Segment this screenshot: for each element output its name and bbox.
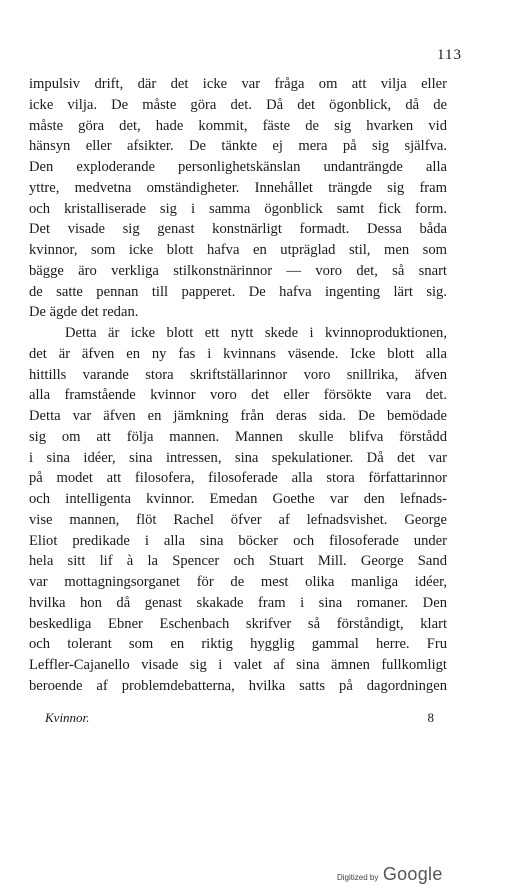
text-line: vise mannen, flöt Rachel öfver af lefnadsvishet. George: [29, 511, 447, 528]
text-line: icke vilja. De måste göra det. Då det ögonblick, då de: [29, 96, 447, 113]
text-line: kvinnor, som icke blott hafva en utpräglad stil, men som: [29, 242, 447, 258]
text-line: yttre, medvetna omständigheter. Innehållet trängde sig fram: [29, 179, 447, 196]
text-line: Den exploderande personlighetskänslan undanträngde alla: [29, 159, 447, 175]
text-line: Leffler-Cajanello visade sig i valet af sina ämnen fullkomligt: [29, 657, 447, 673]
text-line: och kristalliserade sig i samma ögonblick samt fick form.: [29, 200, 447, 217]
text-line: Det visade sig genast konstnärligt formadt. Dessa båda: [29, 221, 447, 238]
text-line: hänsyn eller afsikter. De tänkte ej mera på sig själfva.: [29, 138, 447, 155]
digitized-watermark: [337, 864, 443, 885]
page-number: 113: [437, 47, 462, 63]
text-line: Eliot predikade i alla sina böcker och filosoferade under: [29, 532, 447, 549]
text-line: De ägde det redan.: [29, 304, 139, 321]
text-line: och tolerant som en riktig hygglig gammal herre. Fru: [29, 636, 447, 653]
text-line: det är äfven en ny fas i kvinnans väsende. Icke blott alla: [29, 345, 447, 362]
text-line: bägge äro verkliga stilkonstnärinnor — voro det, så snart: [29, 262, 447, 279]
digitized-prefix: Digitized by: [337, 873, 379, 882]
google-logo: Google: [382, 864, 443, 884]
text-line: och intelligenta kvinnor. Emedan Goethe var den lefnads-: [29, 491, 447, 507]
text-line: alla framstående kvinnor voro det eller försökte vara det.: [29, 387, 447, 404]
text-line: Detta är icke blott ett nytt skede i kvinnoproduktionen,: [65, 325, 447, 341]
text-line: i sina idéer, sina intressen, sina spekulationer. Då det var: [29, 449, 447, 466]
body-text: [29, 74, 447, 697]
text-line: beskedliga Ebner Eschenbach skrifver så förståndigt, klart: [29, 615, 447, 632]
sheet-number: 8: [427, 710, 434, 725]
signature-mark: Kvinnor.: [45, 710, 90, 725]
text-line: hvilka hon då genast skakade fram i sina romaner. Den: [29, 594, 447, 611]
text-line: beroende af problemdebatterna, hvilka satts på dagordningen: [29, 677, 447, 694]
text-line: hittills varande stora skriftställarinnor voro snillrika, äfven: [29, 366, 447, 383]
text-line: måste göra det, hade kommit, fäste de sig hvarken vid: [29, 117, 447, 134]
text-line: var mottagningsorganet för de mest olika manliga idéer,: [29, 574, 447, 590]
text-line: hela sitt lif à la Spencer och Stuart Mill. George Sand: [29, 553, 447, 570]
text-line: impulsiv drift, där det icke var fråga om att vilja eller: [29, 76, 447, 92]
text-line: de satte pennan till papperet. De hafva ingenting lärt sig.: [29, 283, 447, 300]
text-line: på modet att filosofera, filosoferade alla stora författarinnor: [29, 470, 447, 487]
text-line: Detta var äfven en jämkning från deras sida. De bemödade: [29, 408, 447, 424]
text-line: sig om att följa mannen. Mannen skulle blifva förstådd: [29, 428, 447, 445]
